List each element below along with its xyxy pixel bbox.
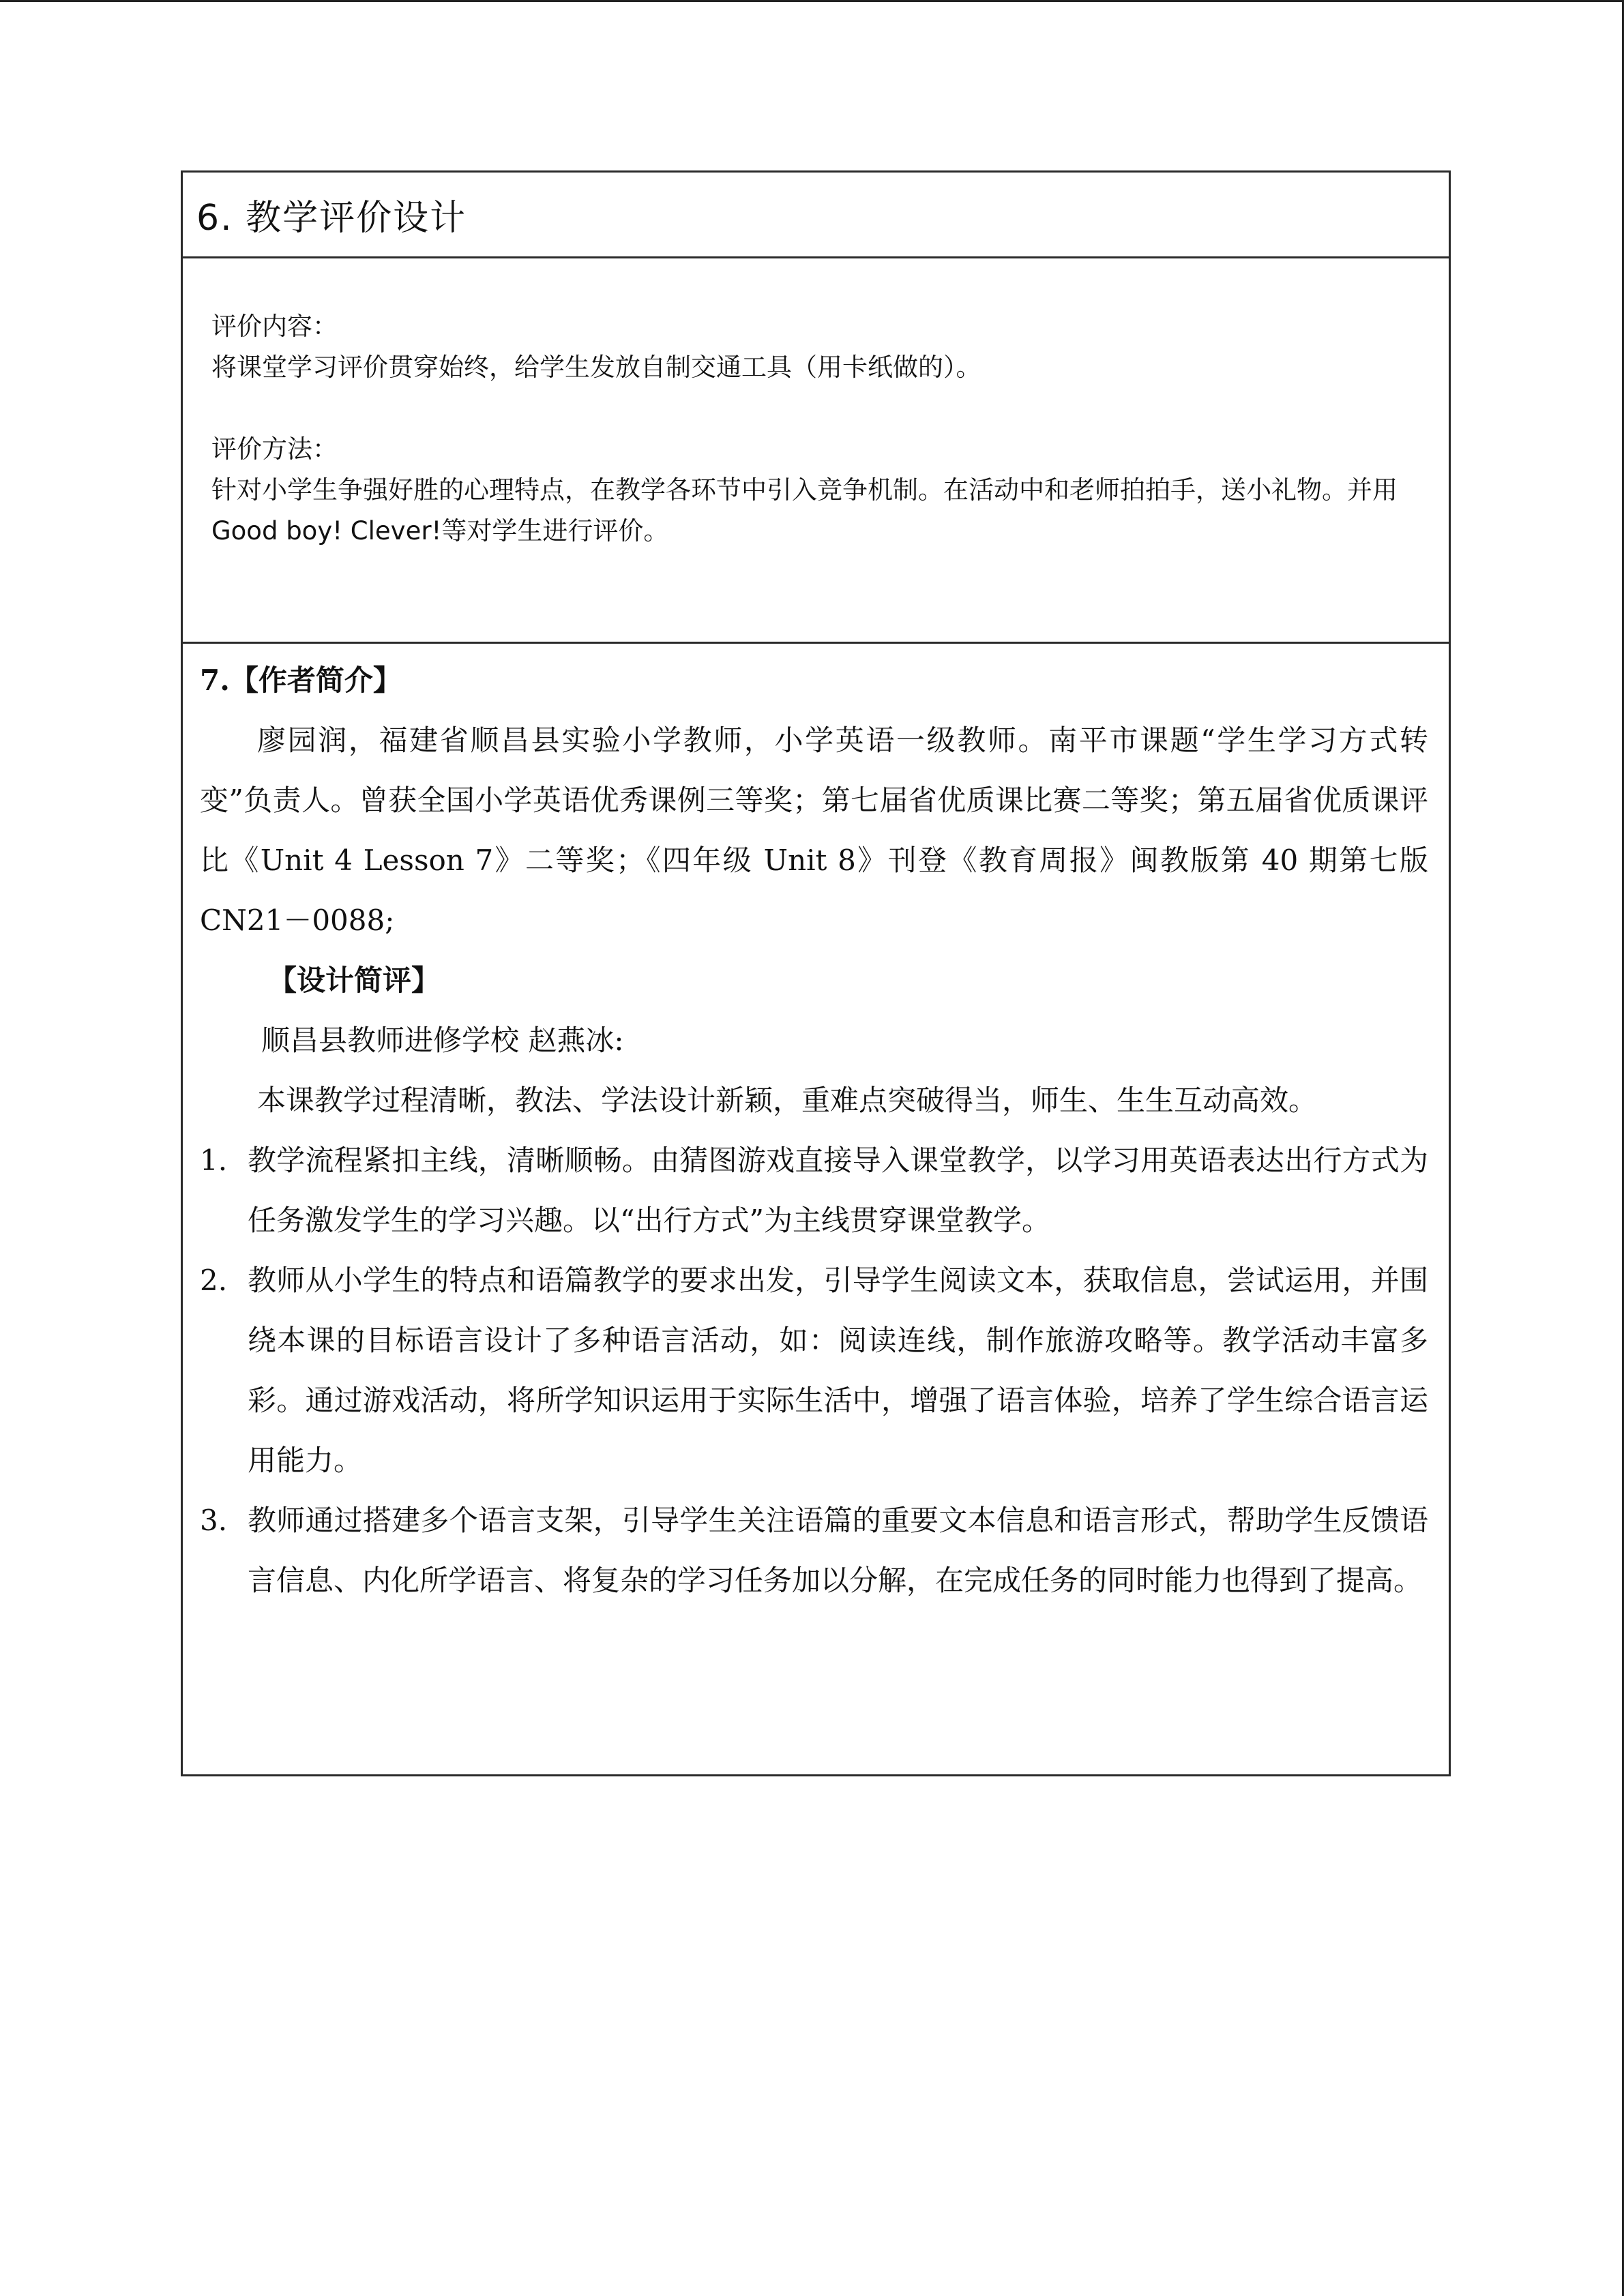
section6-content-row xyxy=(183,258,1449,644)
list-item xyxy=(200,1251,1428,1491)
list-item-text: 教师从小学生的特点和语篇教学的要求出发，引导学生阅读文本，获取信息，尝试运用，并围绕本课的目标语言设计了多种语言活动，如：阅读连线，制作旅游攻略等。教学活动丰富多彩。通过游戏活动，将所学知识运用于实际生活中，增强了语言体验，培养了学生综合语言运用能力。 xyxy=(248,1264,1428,1477)
list-item-number: 3. xyxy=(200,1504,228,1537)
section7-title: 7.【作者简介】 xyxy=(200,664,402,697)
evaluation-method-text: 针对小学生争强好胜的心理特点，在教学各环节中引入竞争机制。在活动中和老师拍拍手，送小礼物。并用 Good boy! Clever!等对学生进行评价。 xyxy=(211,475,1398,546)
list-item-number: 1. xyxy=(200,1144,228,1177)
review-points-list xyxy=(200,1131,1428,1611)
design-review-heading: 【设计简评】 xyxy=(268,964,441,997)
section6-title: 6. 教学评价设计 xyxy=(196,198,467,239)
evaluation-method-label: 评价方法： xyxy=(211,434,338,464)
author-bio-paragraph: 廖园润，福建省顺昌县实验小学教师，小学英语一级教师。南平市课题“学生学习方式转变”负责人。曾获全国小学英语优秀课例三等奖；第七届省优质课比赛二等奖；第五届省优质课评比《Unit 4 Lesson 7》二等奖；《四年级 Unit 8》刊登《教育周报》闽教版第 40 期第七版 CN21－0088; xyxy=(200,724,1428,937)
evaluation-content-block xyxy=(211,306,1421,388)
review-intro-paragraph: 本课教学过程清晰，教法、学法设计新颖，重难点突破得当，师生、生生互动高效。 xyxy=(257,1084,1318,1117)
list-item-number: 2. xyxy=(200,1264,228,1297)
section6-heading-row xyxy=(183,173,1449,258)
evaluation-content-text: 将课堂学习评价贯穿始终，给学生发放自制交通工具（用卡纸做的）。 xyxy=(211,353,981,382)
list-item xyxy=(200,1491,1428,1611)
page-top-border xyxy=(0,0,1624,2)
section7-row xyxy=(183,651,1449,1774)
evaluation-method-block xyxy=(211,429,1421,552)
list-item-text: 教师通过搭建多个语言支架，引导学生关注语篇的重要文本信息和语言形式，帮助学生反馈语言信息、内化所学语言、将复杂的学习任务加以分解，在完成任务的同时能力也得到了提高。 xyxy=(248,1504,1428,1597)
evaluation-form-table xyxy=(181,170,1451,1776)
list-item xyxy=(200,1131,1428,1251)
evaluation-content-label: 评价内容： xyxy=(211,312,338,341)
list-item-text: 教学流程紧扣主线，清晰顺畅。由猜图游戏直接导入课堂教学，以学习用英语表达出行方式为任务激发学生的学习兴趣。以“出行方式”为主线贯穿课堂教学。 xyxy=(248,1144,1428,1237)
reviewer-name: 顺昌县教师进修学校 赵燕冰: xyxy=(261,1024,624,1057)
